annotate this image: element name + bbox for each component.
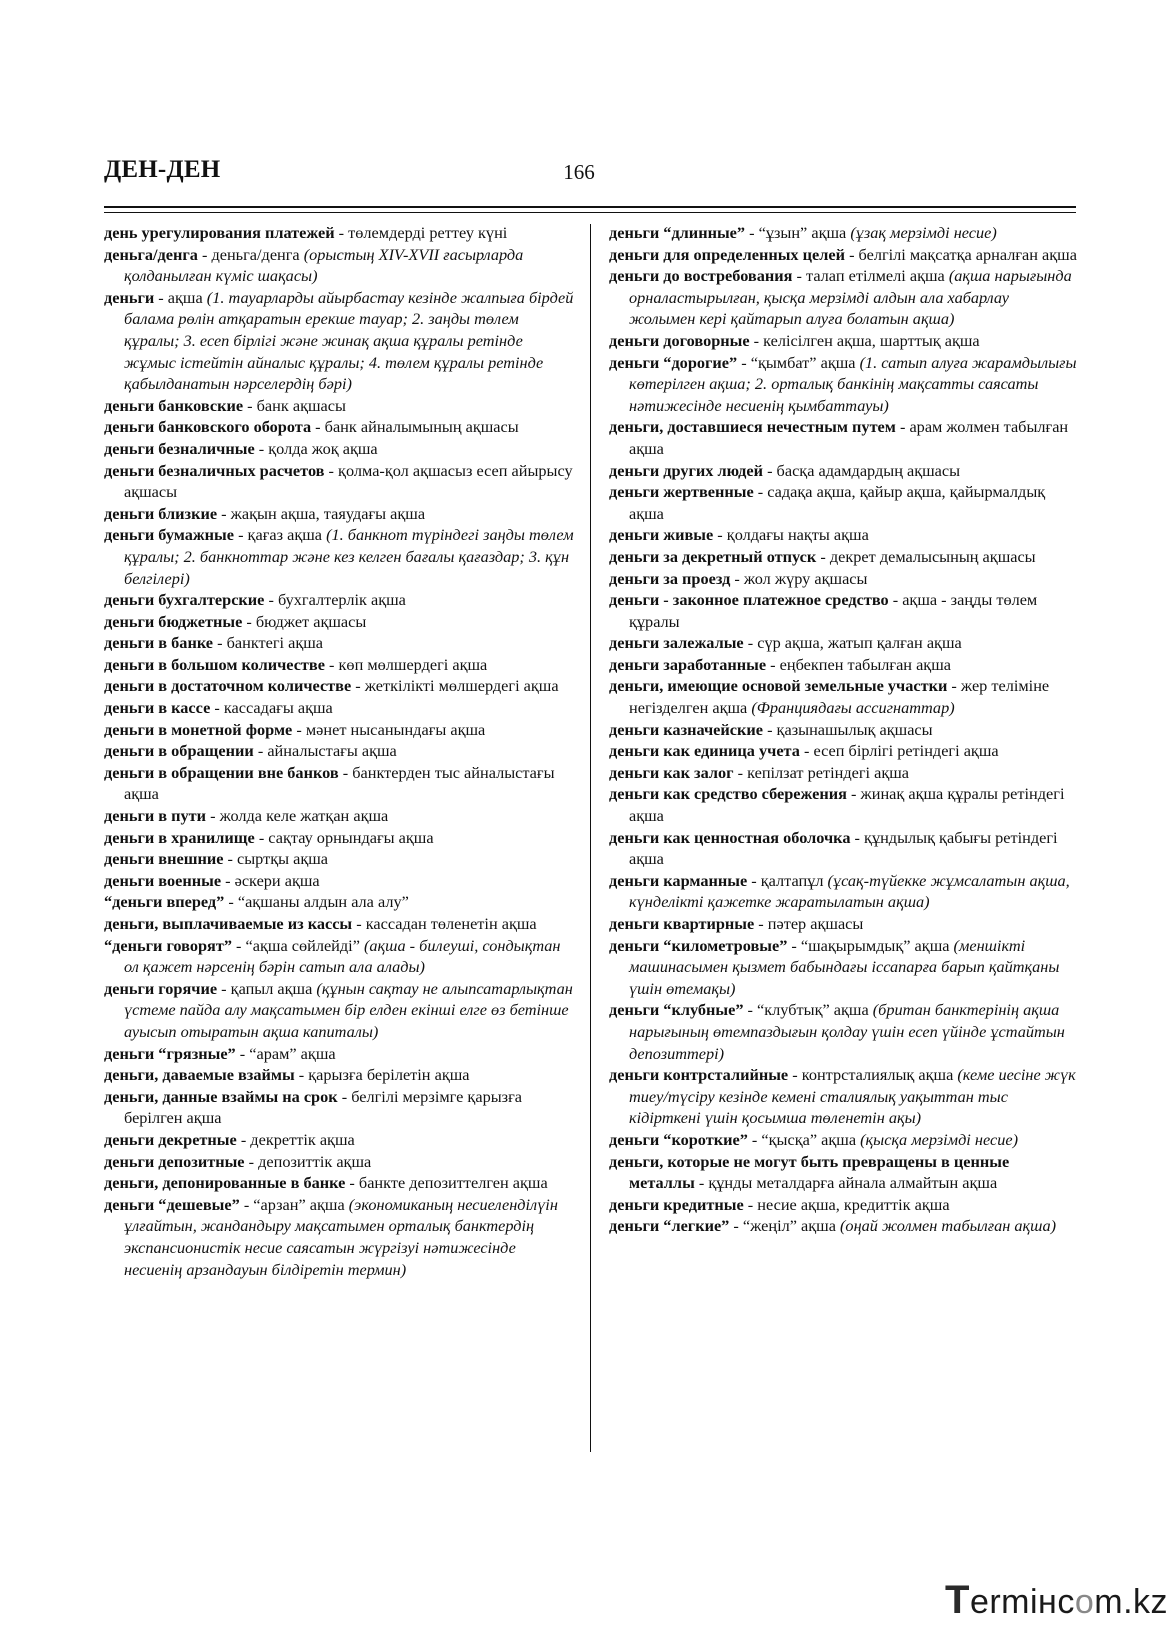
entry-translation: - депозиттік ақша xyxy=(244,1151,372,1171)
entry-gloss: (1. сатып алуға жарамдылығы көтерілген ақша; 2. орталық банкінің мақсатты саясаты нәтижесінде несиенің қымбаттауы) xyxy=(629,352,1077,415)
dictionary-entry xyxy=(104,1043,574,1065)
entry-translation: - “арам” ақша xyxy=(235,1043,336,1063)
entry-translation: - жинақ ақша құралы ретіндегі ақша xyxy=(629,784,1065,826)
termincom-logo xyxy=(945,1578,1168,1623)
dictionary-entry xyxy=(104,740,574,762)
dictionary-entry xyxy=(104,1151,574,1173)
entry-term: деньги - законное платежное средство xyxy=(609,590,889,610)
entry-term: деньги для определенных целей xyxy=(609,244,845,264)
entry-translation: - “қымбат” ақша xyxy=(737,352,860,372)
entry-translation: - жеткілікті мөлшердегі ақша xyxy=(351,676,559,696)
dictionary-entry xyxy=(609,1064,1079,1129)
left-column xyxy=(104,222,574,1280)
entry-translation: - банкте депозиттелген ақша xyxy=(345,1173,548,1193)
entry-term: деньги в достаточном количестве xyxy=(104,676,352,696)
entry-term: “деньги вперед” xyxy=(104,892,225,912)
logo-letter-o: o xyxy=(1074,1583,1095,1621)
dictionary-entry xyxy=(609,524,1079,546)
entry-term: деньги как залог xyxy=(609,762,734,782)
logo-text-end: m.kz xyxy=(1094,1583,1168,1621)
entry-translation: - бюджет ақшасы xyxy=(242,611,367,631)
page-number: 166 xyxy=(563,160,595,184)
dictionary-entry xyxy=(104,503,574,525)
dictionary-entry xyxy=(609,870,1079,913)
dictionary-entry xyxy=(609,935,1079,1000)
entry-term: деньги военные xyxy=(104,870,222,890)
entry-term: деньги жертвенные xyxy=(609,482,754,502)
entry-term: деньги как средство сбережения xyxy=(609,784,847,804)
entry-translation: - садақа ақша, қайыр ақша, қайырмалдық ақша xyxy=(629,482,1046,523)
dictionary-entry xyxy=(609,416,1079,459)
dictionary-entry xyxy=(104,870,574,892)
entry-gloss: (құнын сақтау не алыпсатарлықтан үстеме пайда алу мақсатымен бір елден екінші елге өз бетінше ауысып отыратын ақша капиталы) xyxy=(124,978,573,1041)
entry-translation: - сүр ақша, жатып қалған ақша xyxy=(743,633,962,653)
dictionary-entry xyxy=(609,546,1079,568)
entry-translation: - қағаз ақша xyxy=(234,525,327,545)
entry-term: деньги до востребования xyxy=(609,266,793,286)
entry-translation: - “клубтық” ақша xyxy=(743,1000,873,1020)
entry-translation: - қолма-қол ақшасыз есеп айырысу ақшасы xyxy=(124,460,573,502)
dictionary-entry xyxy=(104,1064,574,1086)
entry-translation: - бухгалтерлік ақша xyxy=(264,590,406,610)
logo-letter-t: T xyxy=(945,1578,970,1622)
entry-gloss: (кеме иесіне жүк тиеу/түсіру кезінде кемені сталиялық уақыттан тыс кідірткені үшін қосымша төленетін ақы) xyxy=(629,1065,1076,1128)
dictionary-entry xyxy=(609,1215,1079,1237)
entry-translation: - белгілі мерзімге қарызға берілген ақша xyxy=(124,1086,522,1128)
entry-translation: - контрсталиялық ақша xyxy=(788,1065,958,1085)
entry-gloss: (оңай жолмен табылған ақша) xyxy=(840,1216,1057,1236)
dictionary-entry xyxy=(104,891,574,913)
dictionary-entry xyxy=(104,762,574,805)
entry-translation: - айналыстағы ақша xyxy=(253,741,397,761)
dictionary-entry xyxy=(104,805,574,827)
dictionary-entry xyxy=(104,719,574,741)
entry-translation: - көп мөлшердегі ақша xyxy=(324,654,488,674)
entry-term: деньги, выплачиваемые из кассы xyxy=(104,914,353,933)
entry-gloss: (орыстың XIV-XVII ғасырларда қолданылған күміс шақасы) xyxy=(124,244,524,286)
entry-translation: - ақша - заңды төлем құралы xyxy=(629,590,1038,631)
entry-term: деньги близкие xyxy=(104,503,218,523)
dictionary-entry xyxy=(609,675,1079,718)
entry-translation: - деньга/денга xyxy=(197,244,304,264)
entry-translation: - қолда жоқ ақша xyxy=(254,438,378,458)
entry-term: деньги декретные xyxy=(104,1129,237,1149)
entry-translation: - “қысқа” ақша xyxy=(747,1129,861,1149)
dictionary-entry xyxy=(104,1172,574,1194)
entry-translation: - белгілі мақсатқа арналған ақша xyxy=(845,244,1077,264)
entry-translation: - құндылық қабығы ретіндегі ақша xyxy=(629,827,1058,869)
entry-term: деньги банковского оборота xyxy=(104,417,312,437)
header-rule-thin xyxy=(104,212,1076,213)
entry-translation: - “жеңіл” ақша xyxy=(729,1216,841,1236)
dictionary-entry xyxy=(104,438,574,460)
entry-term: деньги “клубные” xyxy=(609,1000,744,1020)
dictionary-entry xyxy=(104,611,574,633)
entry-translation: - пәтер ақшасы xyxy=(754,914,864,933)
dictionary-entry xyxy=(104,654,574,676)
entry-term: деньги “дешевые” xyxy=(104,1194,240,1214)
entry-translation: - “арзан” ақша xyxy=(239,1194,349,1214)
entry-gloss: (меншікті машинасымен қызмет бабындағы іссапарға барып қайтқаны үшін өтемақы) xyxy=(629,935,1060,998)
entry-translation: - жолда келе жатқан ақша xyxy=(206,806,389,826)
entry-term: деньги, доставшиеся нечестным путем xyxy=(609,417,896,437)
entry-translation: - жол жүру ақшасы xyxy=(730,568,868,588)
entry-gloss: (ұзақ мерзімді несие) xyxy=(850,223,997,242)
entry-translation: - декреттік ақша xyxy=(236,1129,355,1149)
entry-translation: - қолдағы нақты ақша xyxy=(713,525,869,545)
entry-term: деньги за декретный отпуск xyxy=(609,546,817,566)
dictionary-entry xyxy=(609,999,1079,1064)
dictionary-entry xyxy=(104,675,574,697)
entry-term: деньги бухгалтерские xyxy=(104,590,265,610)
dictionary-entry xyxy=(609,827,1079,870)
dictionary-entry xyxy=(609,654,1079,676)
dictionary-entry xyxy=(609,481,1079,524)
dictionary-entry xyxy=(609,265,1079,330)
dictionary-entry xyxy=(609,460,1079,482)
entry-translation: - басқа адамдардың ақшасы xyxy=(763,460,961,480)
dictionary-entry xyxy=(609,1129,1079,1151)
entry-term: деньги “длинные” xyxy=(609,223,746,242)
dictionary-entry xyxy=(609,913,1079,935)
page-header-title: ДЕН-ДЕН xyxy=(104,156,221,183)
entry-term: деньги, имеющие основой земельные участки xyxy=(609,676,948,696)
column-divider xyxy=(590,224,591,1452)
header-rule-thick xyxy=(104,206,1076,208)
entry-term: деньги в пути xyxy=(104,806,207,826)
entry-gloss: (Франциядағы ассигнаттар) xyxy=(751,698,955,718)
dictionary-entry xyxy=(609,222,1079,244)
entry-term: деньги банковские xyxy=(104,395,244,415)
dictionary-entry xyxy=(609,1151,1079,1194)
dictionary-entry xyxy=(104,632,574,654)
entry-term: деньги “грязные” xyxy=(104,1043,236,1063)
dictionary-entry xyxy=(609,568,1079,590)
entry-translation: - қапыл ақша xyxy=(217,978,317,998)
entry-gloss: (экономиканың несиеленділүін ұлғайтын, жандандыру мақсатымен орталық банктердің экспансионистік несие саясатын жүргізуі нәтижесінде несиенің арзандауын білдіретін термин) xyxy=(124,1194,558,1279)
entry-term: деньги кредитные xyxy=(609,1194,744,1214)
dictionary-entry xyxy=(104,848,574,870)
entry-term: день урегулирования платежей xyxy=(104,223,335,242)
dictionary-entry xyxy=(104,222,574,244)
entry-term: деньги заработанные xyxy=(609,654,767,674)
entry-term: деньги “короткие” xyxy=(609,1129,748,1149)
entry-term: деньги xyxy=(104,287,155,307)
entry-translation: - несие ақша, кредиттік ақша xyxy=(743,1194,950,1214)
entry-gloss: (британ банктерінің ақша нарығының өтемпаздығын қолдау үшін есеп үйінде ұстайтын депозиттері) xyxy=(629,1000,1065,1063)
entry-gloss: (ақша нарығында орналастырылған, қысқа мерзімді алдын ала хабарлау жолымен кері қайтарып алуға болатын ақша) xyxy=(629,266,1072,329)
entry-term: деньги бюджетные xyxy=(104,611,243,631)
entry-translation: - кассадан төленетін ақша xyxy=(352,914,537,933)
entry-term: “деньги говорят” xyxy=(104,935,232,955)
dictionary-entry xyxy=(104,244,574,287)
entry-term: деньги в монетной форме xyxy=(104,719,293,739)
entry-term: деньги, даваемые взаймы xyxy=(104,1065,295,1085)
entry-translation: - жақын ақша, таяудағы ақша xyxy=(217,503,426,523)
entry-term: деньги других людей xyxy=(609,460,763,480)
dictionary-entry xyxy=(609,244,1079,266)
dictionary-entry xyxy=(104,913,574,935)
entry-term: деньги живые xyxy=(609,525,714,545)
dictionary-entry xyxy=(104,395,574,417)
entry-term: деньги как ценностная оболочка xyxy=(609,827,851,847)
entry-term: деньги в хранилище xyxy=(104,827,255,847)
entry-translation: - әскери ақша xyxy=(221,870,320,890)
dictionary-entry xyxy=(104,287,574,395)
entry-translation: - талап етілмелі ақша xyxy=(792,266,949,286)
entry-term: деньги, данные взаймы на срок xyxy=(104,1086,338,1106)
entry-translation: - есеп бірлігі ретіндегі ақша xyxy=(799,741,999,761)
dictionary-entry xyxy=(609,632,1079,654)
dictionary-entry xyxy=(104,524,574,589)
entry-term: деньги внешние xyxy=(104,849,224,869)
dictionary-entry xyxy=(609,589,1079,632)
dictionary-entry xyxy=(609,740,1079,762)
dictionary-entry xyxy=(104,416,574,438)
entry-translation: - құнды металдарға айнала алмайтын ақша xyxy=(694,1173,998,1193)
entry-translation: - банктерден тыс айналыстағы ақша xyxy=(124,762,555,804)
entry-translation: - ақша xyxy=(154,287,207,307)
entry-term: деньги в банке xyxy=(104,633,214,653)
entry-term: деньги “дорогие” xyxy=(609,352,738,372)
entry-translation: - келісілген ақша, шарттық ақша xyxy=(749,330,980,350)
entry-term: деньги в большом количестве xyxy=(104,654,325,674)
entry-translation: - кепілзат ретіндегі ақша xyxy=(733,762,910,782)
entry-term: деньги казначейские xyxy=(609,719,763,739)
entry-gloss: (1. тауарларды айырбастау кезінде жалпыға бірдей балама рөлін атқаратын ерекше тауар; 2. заңды төлем құралы; 3. есеп бірлігі және жинақ ақша құралы ретінде жұмыс істейтін айналыс құралы; 4. төлем құралы ретінде қабылданатын нәрселердің бәрі) xyxy=(124,287,574,394)
dictionary-entry xyxy=(609,762,1079,784)
entry-term: деньги квартирные xyxy=(609,914,755,933)
entry-translation: - қазынашылық ақшасы xyxy=(763,719,933,739)
entry-gloss: (қысқа мерзімді несие) xyxy=(860,1129,1019,1149)
entry-term: деньга/денга xyxy=(104,244,198,264)
entry-term: деньги “легкие” xyxy=(609,1216,730,1236)
dictionary-entry xyxy=(609,330,1079,352)
entry-term: деньги, которые не могут быть превращены в ценные металлы xyxy=(609,1151,1010,1193)
entry-term: деньги в обращении xyxy=(104,741,254,761)
dictionary-entry xyxy=(104,935,574,978)
dictionary-entry xyxy=(609,1194,1079,1216)
entry-translation: - сақтау орнындағы ақша xyxy=(254,827,434,847)
dictionary-entry xyxy=(609,719,1079,741)
dictionary-entry xyxy=(609,352,1079,417)
right-column xyxy=(609,222,1079,1237)
entry-translation: - төлемдерді реттеу күні xyxy=(334,223,508,242)
entry-translation: - арам жолмен табылған ақша xyxy=(629,417,1069,458)
entry-term: деньги за проезд xyxy=(609,568,731,588)
entry-term: деньги карманные xyxy=(609,870,748,890)
entry-gloss: (ақша - билеуші, сондықтан ол қажет нәрсенің бәрін сатып ала алады) xyxy=(124,935,561,977)
dictionary-entry xyxy=(104,1194,574,1280)
entry-translation: - кассадағы ақша xyxy=(210,698,333,718)
entry-term: деньги безналичных расчетов xyxy=(104,460,325,480)
entry-translation: - мәнет нысанындағы ақша xyxy=(292,719,486,739)
entry-translation: - жер телiмiне негізделген ақша xyxy=(629,676,1050,718)
dictionary-entry xyxy=(104,460,574,503)
entry-translation: - “ақшаны алдын ала алу” xyxy=(224,892,409,912)
entry-translation: - декрет демалысының ақшасы xyxy=(816,546,1036,566)
entry-translation: - қалтапұл xyxy=(747,870,828,890)
entry-translation: - “ақша сөйлейді” xyxy=(231,935,364,955)
dictionary-entry xyxy=(104,1129,574,1151)
entry-translation: - қарызға берілетін ақша xyxy=(294,1065,470,1085)
dictionary-entry xyxy=(104,1086,574,1129)
entry-translation: - банк ақшасы xyxy=(243,395,346,415)
entry-gloss: (ұсақ-түйекке жұмсалатын ақша, күнделікті қажетке жаратылатын ақша) xyxy=(629,870,1070,912)
entry-translation: - еңбекпен табылған ақша xyxy=(766,654,951,674)
entry-term: деньги залежалые xyxy=(609,633,744,653)
entry-translation: - сыртқы ақша xyxy=(223,849,329,869)
entry-translation: - банк айналымының ақшасы xyxy=(311,417,519,437)
entry-gloss: (1. банкнот түріндегі заңды төлем құралы; 2. банкноттар және кез келген бағалы қағаздар; 3. құн белгілері) xyxy=(124,525,574,588)
dictionary-entry xyxy=(104,827,574,849)
dictionary-entry xyxy=(104,589,574,611)
dictionary-entry xyxy=(609,783,1079,826)
entry-term: деньги, депонированные в банке xyxy=(104,1173,346,1193)
entry-term: деньги как единица учета xyxy=(609,741,800,761)
entry-translation: - “шақырымдық” ақша xyxy=(787,935,954,955)
entry-term: деньги договорные xyxy=(609,330,750,350)
logo-text-mid: ermінc xyxy=(969,1583,1075,1621)
entry-term: деньги горячие xyxy=(104,978,218,998)
entry-term: деньги депозитные xyxy=(104,1151,245,1171)
entry-term: деньги контрсталийные xyxy=(609,1065,789,1085)
entry-term: деньги бумажные xyxy=(104,525,234,545)
entry-term: деньги “километровые” xyxy=(609,935,788,955)
entry-term: деньги безналичные xyxy=(104,438,255,458)
entry-term: деньги в кассе xyxy=(104,698,211,718)
dictionary-entry xyxy=(104,978,574,1043)
entry-translation: - банктегі ақша xyxy=(213,633,324,653)
entry-translation: - “ұзын” ақша xyxy=(745,223,851,242)
entry-term: деньги в обращении вне банков xyxy=(104,762,339,782)
dictionary-entry xyxy=(104,697,574,719)
